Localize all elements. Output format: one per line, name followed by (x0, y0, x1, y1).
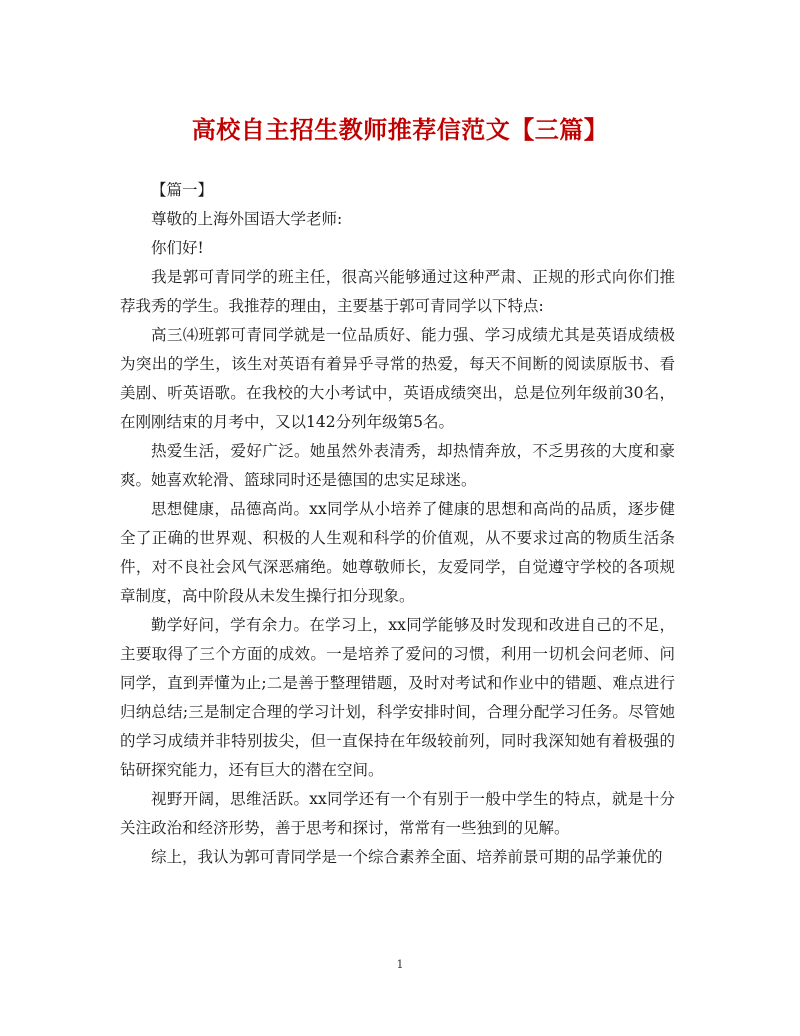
paragraph: 我是郭可青同学的班主任，很高兴能够通过这种严肃、正规的形式向你们推荐我秀的学生。我推荐的理由，主要基于郭可青同学以下特点: (120, 268, 675, 315)
paragraph: 视野开阔，思维活跃。xx同学还有一个有别于一般中学生的特点，就是十分关注政治和经济形势，善于思考和探讨，常常有一些独到的见解。 (120, 790, 675, 837)
greeting: 你们好! (151, 239, 204, 257)
document-body (120, 176, 675, 872)
page-number: 1 (396, 958, 404, 971)
paragraph: 综上，我认为郭可青同学是一个综合素养全面、培养前景可期的品学兼优的 (151, 848, 663, 866)
salutation: 尊敬的上海外国语大学老师: (151, 210, 343, 228)
paragraph: 勤学好问，学有余力。在学习上，xx同学能够及时发现和改进自己的不足，主要取得了三个方面的成效。一是培养了爱问的习惯，利用一切机会问老师、问同学，直到弄懂为止;二是善于整理错题，及时对考试和作业中的错题、难点进行归纳总结;三是制定合理的学习计划，科学安排时间，合理分配学习任务。尽管她的学习成绩并非特别拔尖，但一直保持在年级较前列，同时我深知她有着极强的钻研探究能力，还有巨大的潜在空间。 (120, 616, 675, 779)
document-title: 高校自主招生教师推荐信范文【三篇】 (191, 115, 609, 144)
paragraph: 高三⑷班郭可青同学就是一位品质好、能力强、学习成绩尤其是英语成绩极为突出的学生，该生对英语有着异乎寻常的热爱，每天不间断的阅读原版书、看美剧、听英语歌。在我校的大小考试中，英语成绩突出，总是位列年级前30名，在刚刚结束的月考中，又以142分列年级第5名。 (120, 326, 675, 431)
section-heading: 【篇一】 (151, 181, 214, 199)
paragraph: 热爱生活，爱好广泛。她虽然外表清秀，却热情奔放，不乏男孩的大度和豪爽。她喜欢轮滑、篮球同时还是德国的忠实足球迷。 (120, 442, 675, 489)
paragraph: 思想健康，品德高尚。xx同学从小培养了健康的思想和高尚的品质，逐步健全了正确的世界观、积极的人生观和科学的价值观，从不要求过高的物质生活条件，对不良社会风气深恶痛绝。她尊敬师长，友爱同学，自觉遵守学校的各项规章制度，高中阶段从未发生操行扣分现象。 (120, 500, 675, 605)
